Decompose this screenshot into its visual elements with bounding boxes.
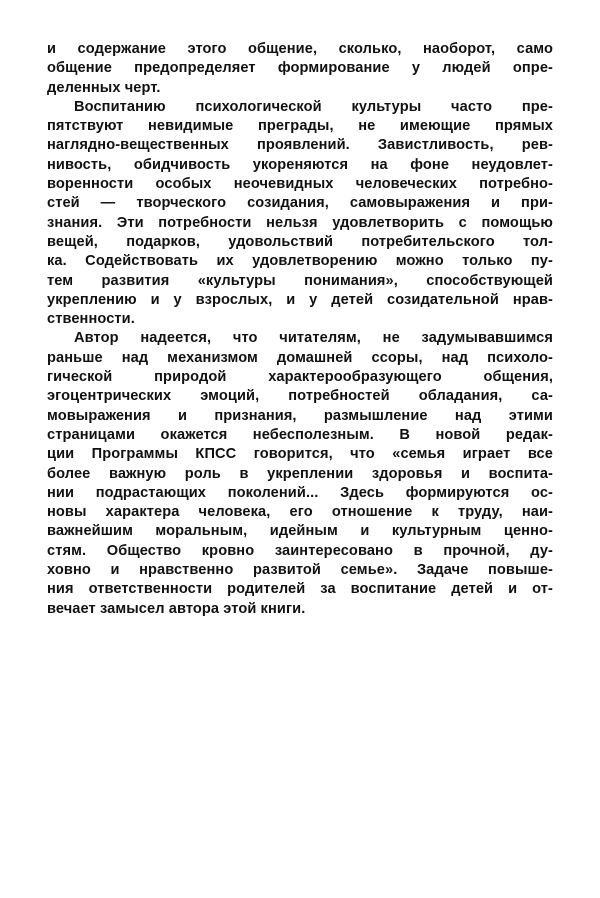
text-line: наглядно-вещественных проявлений. Завистливость, рев-: [47, 137, 553, 154]
text-line: раньше над механизмом домашней ссоры, над психоло-: [47, 349, 553, 366]
paragraph-1: [47, 40, 553, 98]
text-line: и содержание этого общение, сколько, наоборот, само: [47, 41, 553, 57]
text-line: знания. Эти потребности нельзя удовлетворить с помощью: [47, 214, 553, 231]
text-line: новы характера человека, его отношение к труду, наи-: [47, 504, 553, 521]
text-line: пятствуют невидимые преграды, не имеющие прямых: [47, 118, 553, 135]
text-line: важнейшим моральным, идейным и культурным ценно-: [47, 523, 553, 540]
text-line: страницами окажется небесполезным. В новой редак-: [47, 426, 553, 443]
text-line: воренности особых неочевидных человеческих потребно-: [47, 176, 553, 193]
text-line: Автор надеется, что читателям, не задумывавшимся: [74, 330, 553, 347]
text-line: вечает замысел автора этой книги.: [47, 600, 306, 617]
text-line: ния ответственности родителей за воспитание детей и от-: [47, 581, 553, 598]
text-line: деленных черт.: [47, 79, 161, 96]
page-text: [47, 40, 553, 619]
text-line: эгоцентрических эмоций, потребностей обладания, са-: [47, 388, 553, 405]
text-line: ственности.: [47, 311, 135, 328]
text-line: Воспитанию психологической культуры часто пре-: [74, 98, 553, 115]
text-line: более важную роль в укреплении здоровья и воспита-: [47, 465, 553, 482]
text-line: общение предопределяет формирование у людей опре-: [47, 60, 553, 77]
paragraph-3: [47, 329, 553, 618]
text-line: нивость, обидчивость укореняются на фоне неудовлет-: [47, 156, 553, 173]
text-line: тем развития «культуры понимания», способствующей: [47, 272, 553, 289]
text-line: нии подрастающих поколений... Здесь формируются ос-: [47, 484, 553, 501]
text-line: укреплению и у взрослых, и у детей созидательной нрав-: [47, 291, 553, 308]
text-line: гической природой характерообразующего общения,: [47, 369, 553, 386]
text-line: вещей, подарков, удовольствий потребительского тол-: [47, 233, 553, 250]
text-line: мовыражения и признания, размышление над этими: [47, 407, 553, 424]
paragraph-2: [47, 98, 553, 330]
text-line: ховно и нравственно развитой семье». Задаче повыше-: [47, 562, 553, 579]
text-line: ка. Содействовать их удовлетворению можно только пу-: [47, 253, 553, 270]
text-line: стей — творческого созидания, самовыражения и при-: [47, 195, 553, 212]
text-line: ции Программы КПСС говорится, что «семья играет все: [47, 446, 553, 463]
text-line: стям. Общество кровно заинтересовано в прочной, ду-: [47, 542, 553, 559]
